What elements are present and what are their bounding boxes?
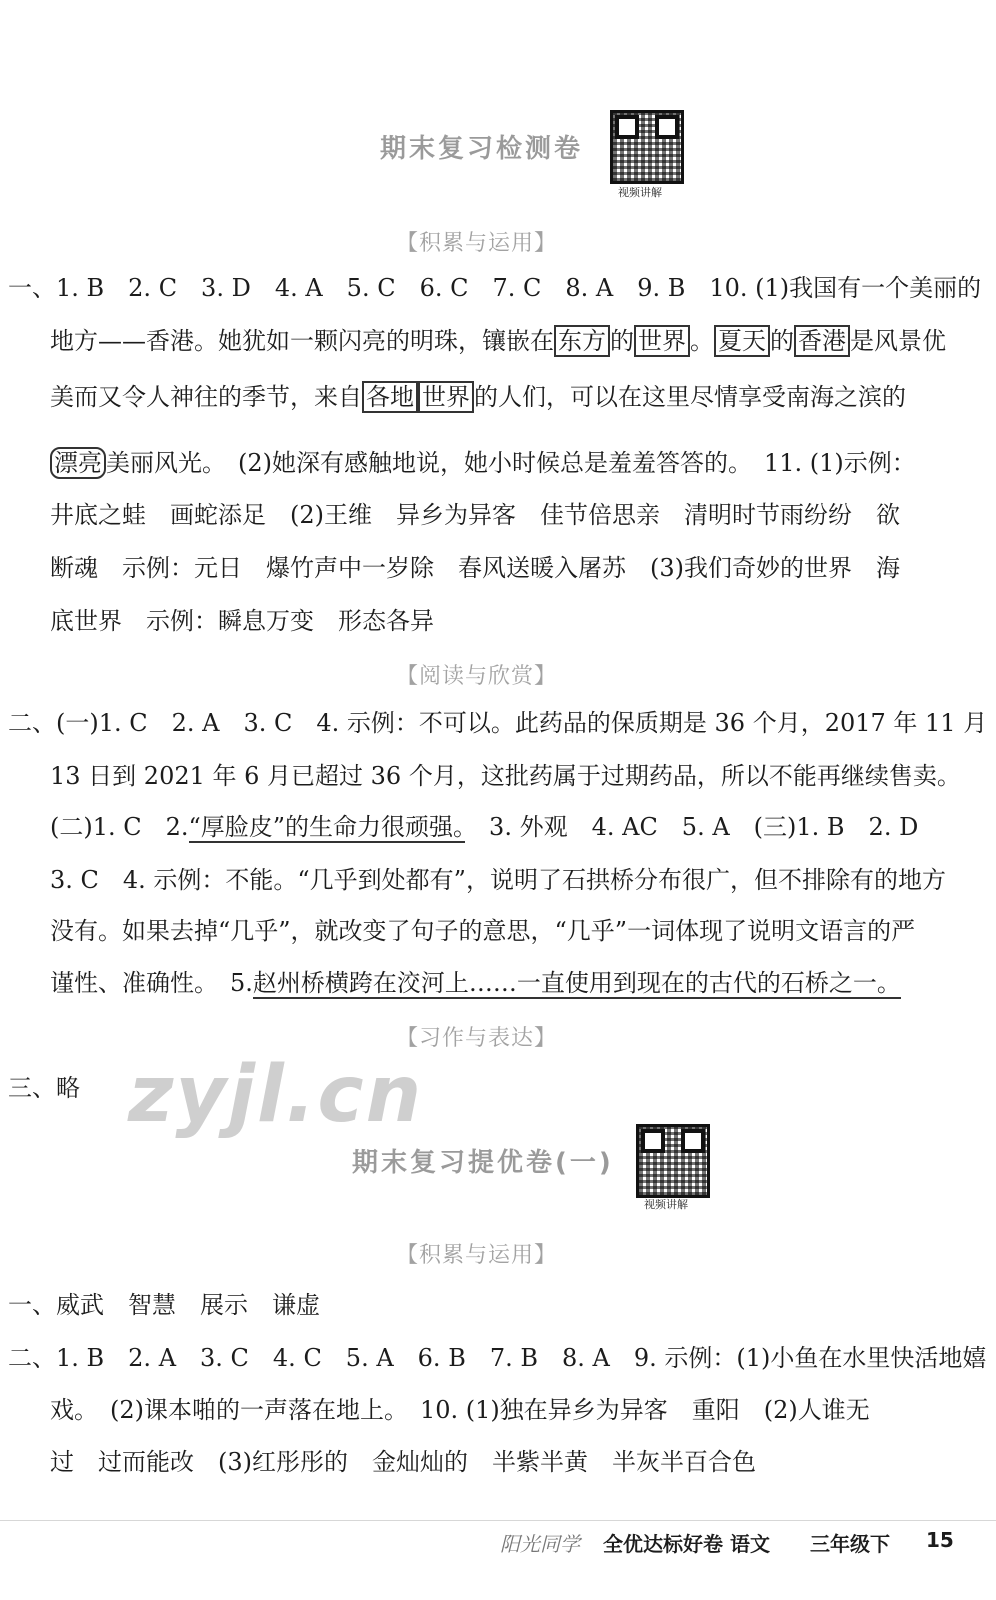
page-title: 期末复习提优卷(一) [352, 1148, 614, 1178]
section-heading: 【阅读与欣赏】 [396, 664, 558, 689]
answer-line: 戏。 (2)课本啪的一声落在地上。 10. (1)独在异乡为异客 重阳 (2)人谁无 [50, 1396, 870, 1424]
answer-line: 13 日到 2021 年 6 月已超过 36 个月，这批药属于过期药品，所以不能再继续售卖。 [50, 762, 961, 790]
series-name: 全优达标好卷 语文 [603, 1532, 770, 1556]
section-heading: 【积累与运用】 [396, 1243, 558, 1268]
boxed-word: 世界 [634, 325, 690, 357]
answer-line [50, 968, 901, 998]
underlined-answer: 赵州桥横跨在洨河上……一直使用到现在的古代的石桥之一。 [252, 969, 901, 997]
answer-line [50, 326, 946, 356]
text-run: (二)1. C 2. [50, 813, 189, 841]
text-run: 3. 外观 4. AC 5. A (三)1. B 2. D [465, 813, 919, 841]
answer-line: 一、威武 智慧 展示 谦虚 [8, 1291, 320, 1319]
answer-line [50, 382, 906, 412]
qr-caption: 视频讲解 [618, 186, 662, 199]
text-run: 的 [770, 327, 794, 355]
boxed-word: 世界 [418, 381, 474, 413]
text-run: 的 [610, 327, 634, 355]
answer-line: 井底之蛙 画蛇添足 (2)王维 异乡为异客 佳节倍思亲 清明时节雨纷纷 欲 [50, 501, 900, 529]
brand-logo: 阳光同学 [500, 1532, 580, 1556]
answer-line: 过 过而能改 (3)红彤彤的 金灿灿的 半紫半黄 半灰半百合色 [50, 1448, 756, 1476]
answer-line: 没有。如果去掉“几乎”，就改变了句子的意思，“几乎”一词体现了说明文语言的严 [50, 917, 916, 945]
qr-caption: 视频讲解 [644, 1198, 688, 1211]
qr-code-icon[interactable] [636, 1124, 710, 1198]
boxed-word: 漂亮 [50, 447, 106, 479]
underlined-answer: “厚脸皮”的生命力很顽强。 [188, 813, 466, 841]
answer-line: 底世界 示例：瞬息万变 形态各异 [50, 607, 434, 635]
watermark: zyjl.cn [128, 1050, 424, 1140]
boxed-word: 各地 [362, 381, 418, 413]
answer-line: 二、(一)1. C 2. A 3. C 4. 示例：不可以。此药品的保质期是 36 个月，2017 年 11 月 [8, 709, 988, 737]
boxed-word: 夏天 [714, 325, 770, 357]
page-title: 期末复习检测卷 [380, 134, 584, 164]
answer-line: 三、略 [8, 1074, 80, 1102]
text-run: 。 [690, 327, 714, 355]
text-run: 美丽风光。 (2)她深有感触地说，她小时候总是羞羞答答的。 11. (1)示例： [106, 449, 916, 477]
section-heading: 【习作与表达】 [396, 1026, 558, 1051]
answer-line: 一、1. B 2. C 3. D 4. A 5. C 6. C 7. C 8. A 9. B 10. (1)我国有一个美丽的 [8, 274, 982, 302]
text-run: 的人们，可以在这里尽情享受南海之滨的 [474, 383, 906, 411]
text-run: 地方——香港。她犹如一颗闪亮的明珠，镶嵌在 [50, 327, 554, 355]
answer-line [50, 812, 918, 842]
boxed-word: 香港 [794, 325, 850, 357]
footer-rule [0, 1520, 996, 1521]
section-heading: 【积累与运用】 [396, 231, 558, 256]
answer-line: 二、1. B 2. A 3. C 4. C 5. A 6. B 7. B 8. A 9. 示例：(1)小鱼在水里快活地嬉 [8, 1344, 987, 1372]
text-run: 谨性、准确性。 5. [50, 969, 253, 997]
answer-line [50, 448, 916, 478]
text-run: 是风景优 [850, 327, 946, 355]
text-run: 美而又令人神往的季节，来自 [50, 383, 362, 411]
answer-line: 断魂 示例：元日 爆竹声中一岁除 春风送暖入屠苏 (3)我们奇妙的世界 海 [50, 554, 900, 582]
page-number: 15 [926, 1528, 954, 1552]
answer-line: 3. C 4. 示例：不能。“几乎到处都有”，说明了石拱桥分布很广，但不排除有的地方 [50, 866, 946, 894]
qr-code-icon[interactable] [610, 110, 684, 184]
grade-label: 三年级下 [810, 1532, 890, 1556]
boxed-word: 东方 [554, 325, 610, 357]
